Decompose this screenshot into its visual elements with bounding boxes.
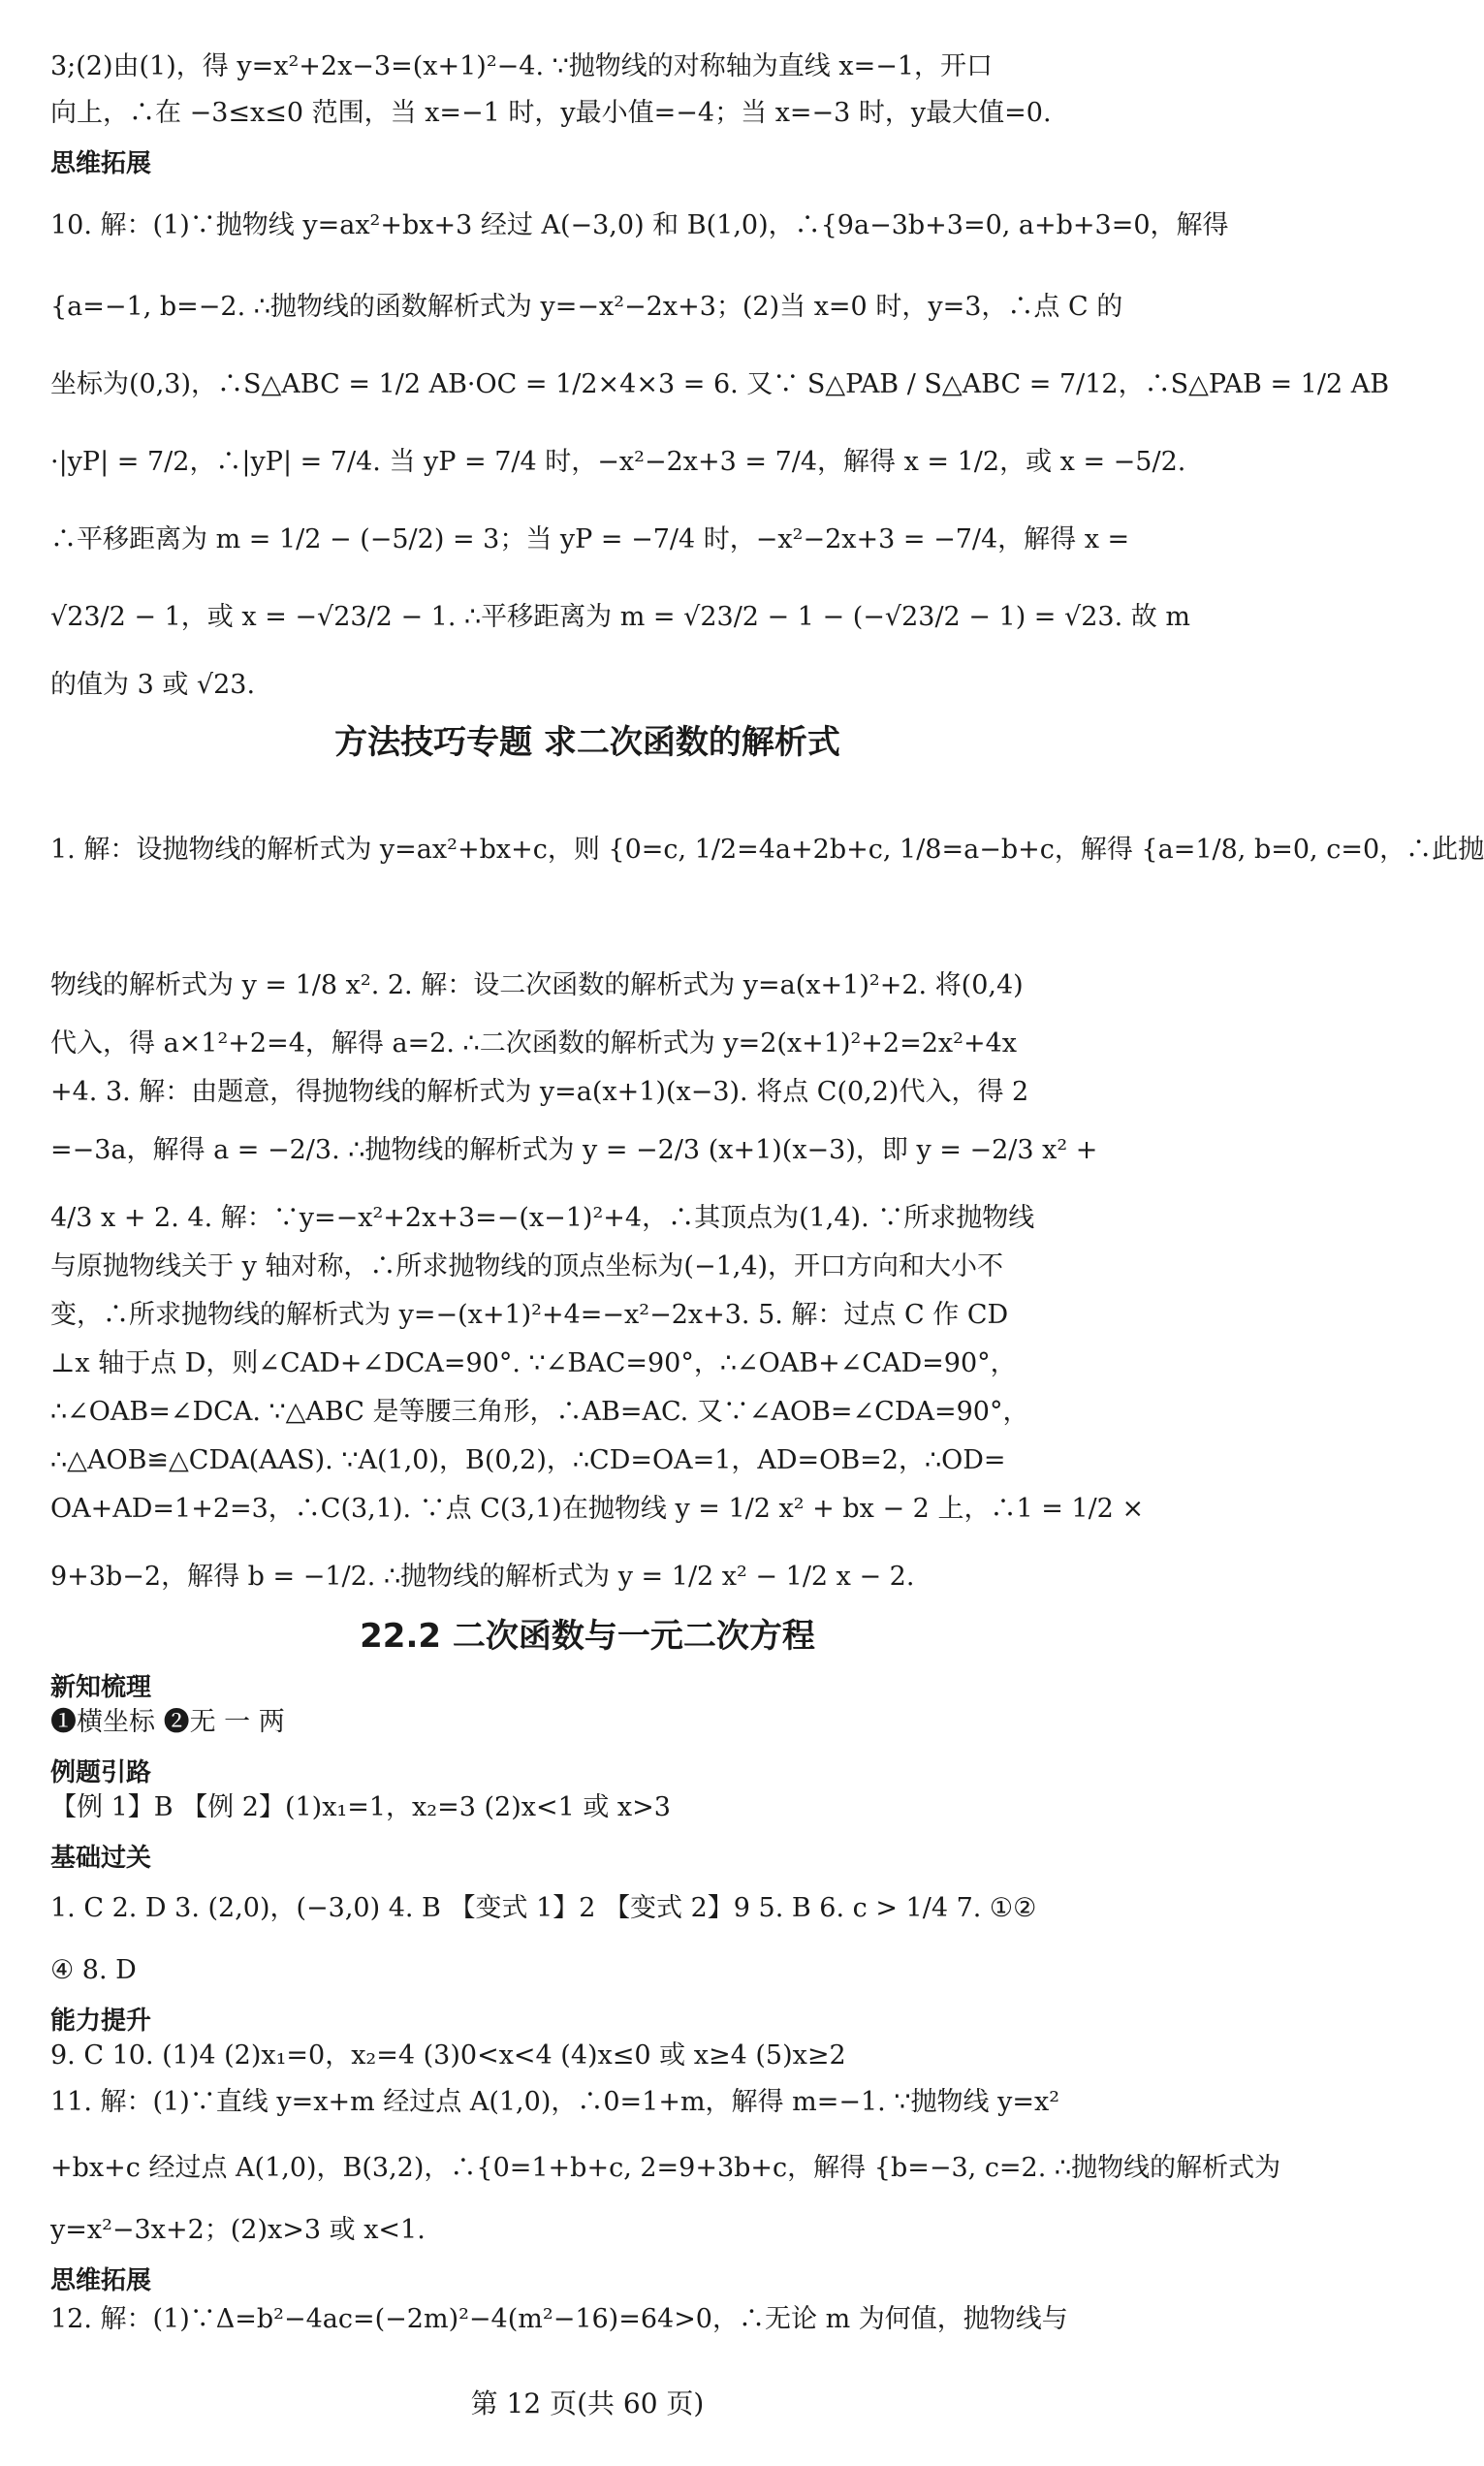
section-heading: 能力提升: [50, 2007, 152, 2036]
text-line: ④ 8. D: [50, 1955, 137, 1985]
text-line: OA+AD=1+2=3，∴C(3,1). ∵点 C(3,1)在抛物线 y = 1/2 x² + bx − 2 上，∴1 = 1/2 ×: [50, 1494, 1145, 1524]
text-line: 1. 解：设抛物线的解析式为 y=ax²+bx+c，则 {0=c, 1/2=4a+2b+c, 1/8=a−b+c，解得 {a=1/8, b=0, c=0，∴此抛: [50, 835, 1484, 865]
text-line: +4. 3. 解：由题意，得抛物线的解析式为 y=a(x+1)(x−3). 将点 C(0,2)代入，得 2: [50, 1077, 1029, 1107]
section-heading: 思维拓展: [50, 2266, 152, 2295]
text-line: 【例 1】B 【例 2】(1)x₁=1，x₂=3 (2)x<1 或 x>3: [50, 1792, 671, 1822]
text-line: y=x²−3x+2；(2)x>3 或 x<1.: [50, 2215, 426, 2245]
text-line: 4/3 x + 2. 4. 解：∵y=−x²+2x+3=−(x−1)²+4，∴其顶点为(1,4). ∵所求抛物线: [50, 1203, 1035, 1233]
text-line: 12. 解：(1)∵Δ=b²−4ac=(−2m)²−4(m²−16)=64>0，∴无论 m 为何值，抛物线与: [50, 2304, 1068, 2334]
text-line: 物线的解析式为 y = 1/8 x². 2. 解：设二次函数的解析式为 y=a(x+1)²+2. 将(0,4): [50, 970, 1024, 1000]
section-heading: 基础过关: [50, 1844, 152, 1873]
text-line: ❶横坐标 ❷无 一 两: [50, 1707, 285, 1737]
section-title: 方法技巧专题 求二次函数的解析式: [334, 723, 840, 762]
text-line: 坐标为(0,3)，∴S△ABC = 1/2 AB·OC = 1/2×4×3 = 6. 又∵ S△PAB / S△ABC = 7/12，∴S△PAB = 1/2 AB: [50, 369, 1390, 399]
section-heading: 新知梳理: [50, 1673, 152, 1702]
text-line: ·|yP| = 7/2，∴|yP| = 7/4. 当 yP = 7/4 时，−x²−2x+3 = 7/4，解得 x = 1/2，或 x = −5/2.: [50, 447, 1186, 477]
text-line: ⊥x 轴于点 D，则∠CAD+∠DCA=90°. ∵∠BAC=90°，∴∠OAB+∠CAD=90°，: [50, 1348, 1017, 1378]
text-line: 1. C 2. D 3. (2,0)，(−3,0) 4. B 【变式 1】2 【变式 2】9 5. B 6. c > 1/4 7. ①②: [50, 1893, 1037, 1923]
text-line: 变，∴所求抛物线的解析式为 y=−(x+1)²+4=−x²−2x+3. 5. 解：过点 C 作 CD: [50, 1300, 1009, 1330]
section-heading: 思维拓展: [50, 149, 152, 178]
section-heading: 例题引路: [50, 1758, 152, 1787]
text-line: ∴△AOB≌△CDA(AAS). ∵A(1,0)，B(0,2)，∴CD=OA=1，AD=OB=2，∴OD=: [50, 1445, 1006, 1475]
text-line: 代入，得 a×1²+2=4，解得 a=2. ∴二次函数的解析式为 y=2(x+1)²+2=2x²+4x: [50, 1028, 1017, 1059]
text-line: 3;(2)由(1)，得 y=x²+2x−3=(x+1)²−4. ∵抛物线的对称轴为直线 x=−1，开口: [50, 51, 994, 81]
page-footer: 第 12 页(共 60 页): [470, 2387, 705, 2419]
text-line: 9+3b−2，解得 b = −1/2. ∴抛物线的解析式为 y = 1/2 x² − 1/2 x − 2.: [50, 1562, 915, 1592]
text-line: 11. 解：(1)∵直线 y=x+m 经过点 A(1,0)，∴0=1+m，解得 m=−1. ∵抛物线 y=x²: [50, 2087, 1060, 2117]
text-line: {a=−1, b=−2. ∴抛物线的函数解析式为 y=−x²−2x+3；(2)当 x=0 时，y=3，∴点 C 的: [50, 292, 1123, 322]
text-line: ∴平移距离为 m = 1/2 − (−5/2) = 3；当 yP = −7/4 时，−x²−2x+3 = −7/4，解得 x =: [50, 524, 1130, 554]
text-line: ∴∠OAB=∠DCA. ∵△ABC 是等腰三角形，∴AB=AC. 又∵∠AOB=∠CDA=90°，: [50, 1397, 1029, 1427]
text-line: 10. 解：(1)∵抛物线 y=ax²+bx+3 经过 A(−3,0) 和 B(1,0)，∴{9a−3b+3=0, a+b+3=0，解得: [50, 210, 1229, 240]
text-line: 的值为 3 或 √23.: [50, 670, 256, 700]
text-line: 向上，∴在 −3≤x≤0 范围，当 x=−1 时，y最小值=−4；当 x=−3 时，y最大值=0.: [50, 98, 1052, 128]
section-title: 22.2 二次函数与一元二次方程: [360, 1617, 815, 1656]
text-line: =−3a，解得 a = −2/3. ∴抛物线的解析式为 y = −2/3 (x+1)(x−3)，即 y = −2/3 x² +: [50, 1135, 1098, 1165]
text-line: 与原抛物线关于 y 轴对称，∴所求抛物线的顶点坐标为(−1,4)，开口方向和大小不: [50, 1251, 1004, 1281]
text-line: 9. C 10. (1)4 (2)x₁=0，x₂=4 (3)0<x<4 (4)x≤0 或 x≥4 (5)x≥2: [50, 2040, 846, 2071]
text-line: +bx+c 经过点 A(1,0)，B(3,2)，∴{0=1+b+c, 2=9+3b+c，解得 {b=−3, c=2. ∴抛物线的解析式为: [50, 2153, 1281, 2183]
text-line: √23/2 − 1，或 x = −√23/2 − 1. ∴平移距离为 m = √23/2 − 1 − (−√23/2 − 1) = √23. 故 m: [50, 602, 1190, 632]
